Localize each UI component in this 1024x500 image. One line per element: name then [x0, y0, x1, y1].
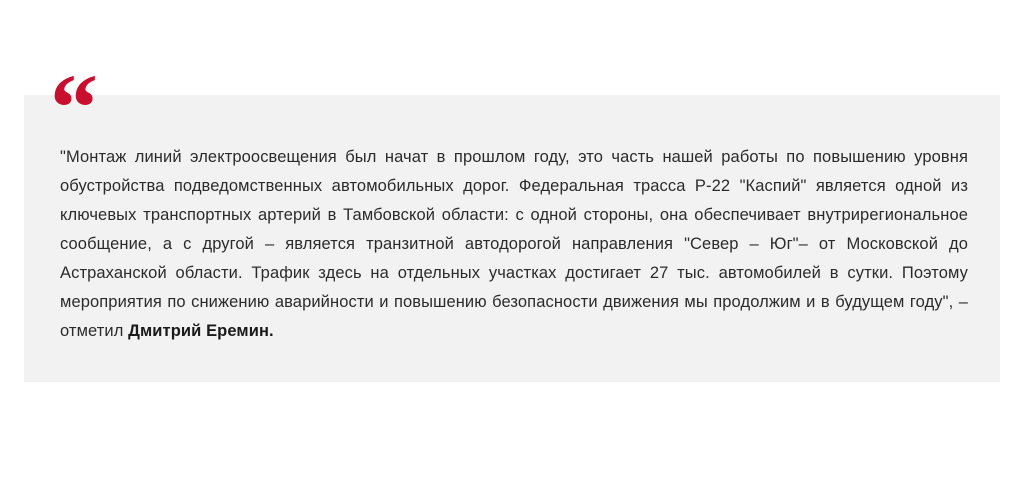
- quote-block: [24, 54, 1000, 382]
- quote-author: Дмитрий Еремин.: [128, 322, 274, 340]
- quote-text: [60, 143, 968, 346]
- quote-mark-icon: “: [50, 54, 96, 161]
- quote-body: "Монтаж линий электроосвещения был начат в прошлом году, это часть нашей работы по повышению уровня обустройства подведомственных автомобильных дорог. Федеральная трасса Р-22 "Каспий" является одной из ключевых транспортных артерий в Тамбовской области: с одной стороны, она обеспечивает внутрирегиональное сообщение, а с другой – является транзитной автодорогой направления "Север – Юг"– от Московской до Астраханской области. Трафик здесь на отдельных участках достигает 27 тыс. автомобилей в сутки. Поэтому мероприятия по снижению аварийности и повышению безопасности движения мы продолжим и в будущем году", – отметил: [60, 148, 968, 340]
